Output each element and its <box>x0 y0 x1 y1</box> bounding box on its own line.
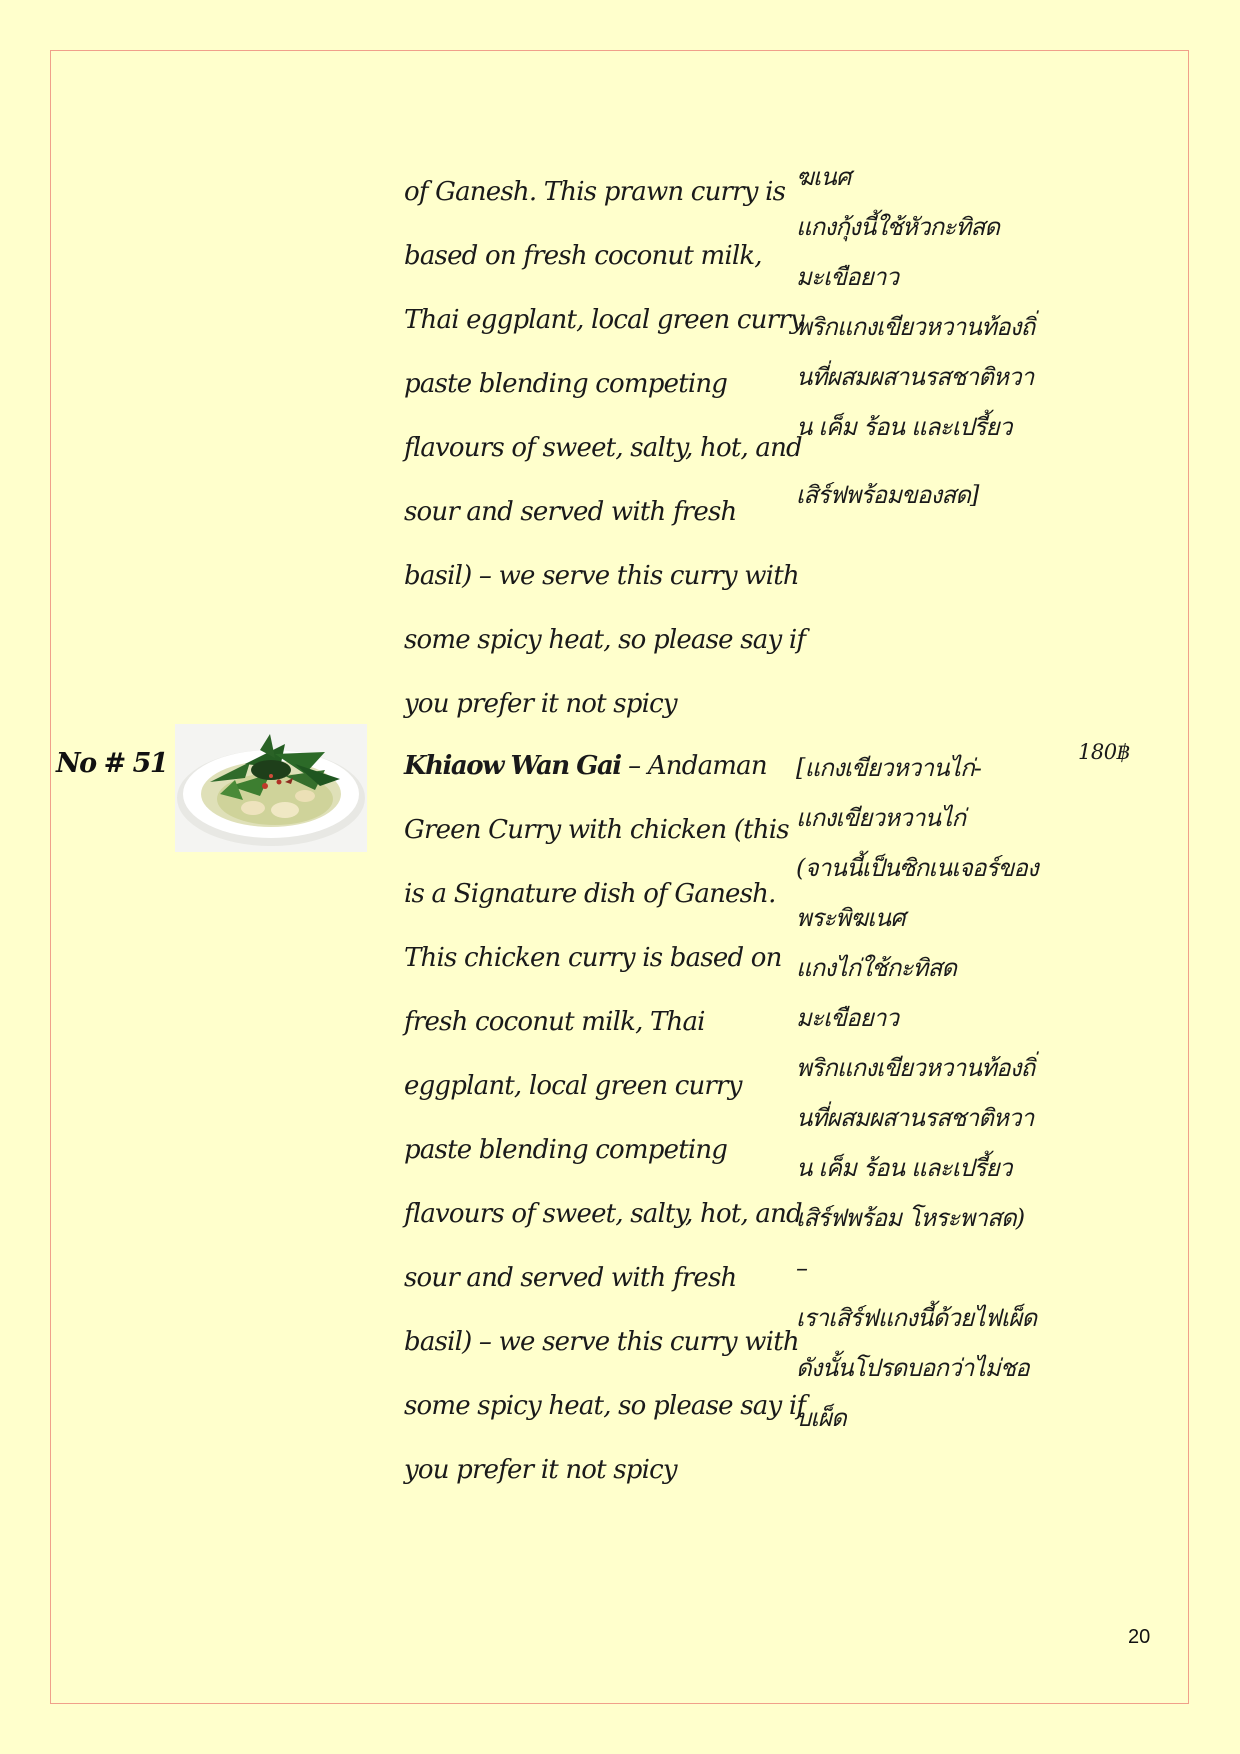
item-thai-description <box>796 743 1056 1443</box>
description-line: some spicy heat, so please say if <box>404 1391 806 1421</box>
description-line: fresh coconut milk, Thai <box>404 1007 705 1037</box>
description-line: This chicken curry is based on <box>404 943 782 973</box>
description-line: paste blending competing <box>404 369 728 399</box>
thai-line: เราเสิร์ฟแกงนี้ด้วยไฟเผ็ด <box>796 1304 1037 1332</box>
description-line: flavours of sweet, salty, hot, and <box>404 433 802 463</box>
dish-photo <box>175 724 367 852</box>
green-curry-photo <box>175 724 367 852</box>
description-line: you prefer it not spicy <box>404 689 677 719</box>
description-first-line <box>404 734 784 798</box>
description-line: you prefer it not spicy <box>404 1455 677 1485</box>
thai-line: ดังนั้นโปรดบอกว่าไม่ชอ <box>796 1354 1029 1382</box>
thai-line: แกงเขียวหวานไก่ <box>796 804 966 832</box>
continued-item-thai-description <box>796 152 1056 520</box>
description-line: of Ganesh. This prawn curry is <box>404 177 786 207</box>
thai-line: [แกงเขียวหวานไก่- <box>796 754 982 782</box>
item-price: 180฿ <box>1078 740 1130 764</box>
description-line: sour and served with fresh <box>404 1263 737 1293</box>
thai-line: แกงไก่ใช้กะทิสด <box>796 954 957 982</box>
thai-line: ฆเนศ <box>796 163 851 191</box>
thai-line: พริกแกงเขียวหวานท้องถิ่ <box>796 1054 1035 1082</box>
description-line: basil) – we serve this curry with <box>404 1327 799 1357</box>
description-line: based on fresh coconut milk, <box>404 241 762 271</box>
description-line: eggplant, local green curry <box>404 1071 742 1101</box>
dish-name-suffix: – Andaman <box>620 751 767 781</box>
thai-line: (จานนี้เป็นซิกเนเจอร์ของ <box>796 854 1038 882</box>
thai-line: นที่ผสมผสานรสชาติหวา <box>796 363 1034 391</box>
thai-line: พระพิฆเนศ <box>796 904 905 932</box>
item-description <box>404 734 806 1502</box>
thai-line: – <box>796 1254 808 1282</box>
description-line: flavours of sweet, salty, hot, and <box>404 1199 802 1229</box>
description-line: Thai eggplant, local green curry <box>404 305 804 335</box>
thai-line: มะเขือยาว <box>796 263 899 291</box>
thai-line: เสิร์ฟพร้อม โหระพาสด) <box>796 1204 1025 1232</box>
item-number: No # 51 <box>56 748 168 779</box>
thai-line: แกงกุ้งนี้ใช้หัวกะทิสด <box>796 213 1000 241</box>
description-line: sour and served with fresh <box>404 497 737 527</box>
dish-name: Khiaow Wan Gai <box>404 751 621 781</box>
thai-line: พริกแกงเขียวหวานท้องถิ่ <box>796 313 1035 341</box>
description-line: some spicy heat, so please say if <box>404 625 806 655</box>
thai-line: นที่ผสมผสานรสชาติหวา <box>796 1104 1034 1132</box>
description-line: paste blending competing <box>404 1135 728 1165</box>
thai-line: เสิร์ฟพร้อมของสด] <box>796 481 979 509</box>
thai-line: น เค็ม ร้อน และเปรี้ยว <box>796 1154 1012 1182</box>
description-line: is a Signature dish of Ganesh. <box>404 879 776 909</box>
page-number: 20 <box>1128 1626 1151 1648</box>
continued-item-description <box>404 160 806 736</box>
description-line: Green Curry with chicken (this <box>404 815 789 845</box>
thai-line: บเผ็ด <box>796 1404 846 1432</box>
thai-line: มะเขือยาว <box>796 1004 899 1032</box>
description-line: basil) – we serve this curry with <box>404 561 799 591</box>
thai-line: น เค็ม ร้อน และเปรี้ยว <box>796 413 1012 441</box>
